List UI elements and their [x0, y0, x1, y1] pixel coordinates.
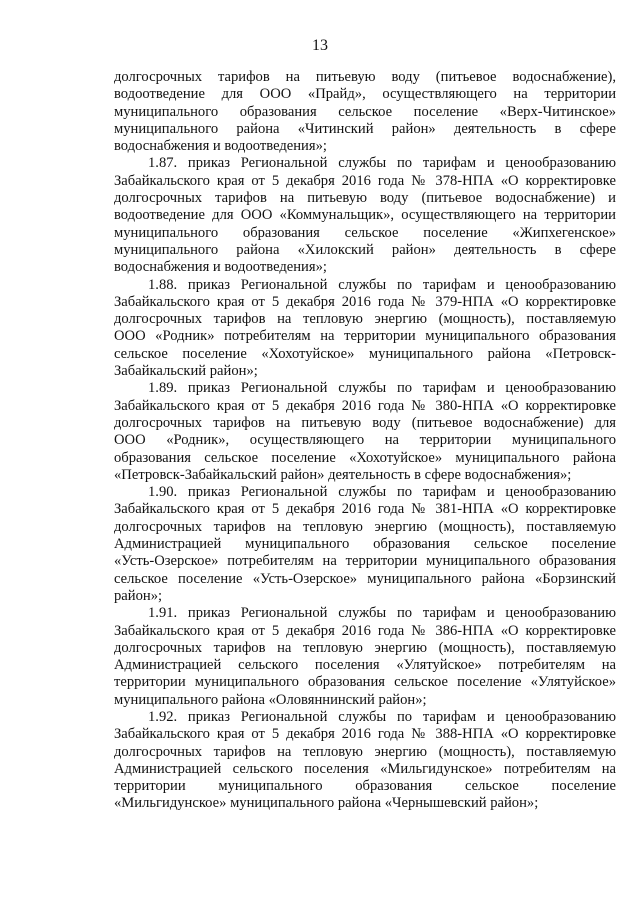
- text-line: территории муниципального образования сельское поселение: [114, 778, 616, 795]
- paragraph-item-1-87: [114, 155, 616, 276]
- text-line: «Мильгидунское» муниципального района «Чернышевский район»;: [114, 795, 539, 812]
- text-line: район»;: [114, 587, 163, 604]
- text-line: Забайкальского края от 5 декабря 2016 года № 386-НПА «О корректировке: [114, 622, 616, 639]
- paragraph-item-1-90: [114, 484, 616, 605]
- paragraph-continuation: [114, 69, 616, 155]
- text-line: ООО «Родник» потребителям на территории муниципального образования: [114, 328, 616, 345]
- text-line: долгосрочных тарифов на тепловую энергию (мощность), поставляемую: [114, 518, 616, 535]
- text-line: «Петровск-Забайкальский район» деятельность в сфере водоснабжения»;: [114, 466, 572, 483]
- text-line: сельское поселение «Усть-Озерское» муниципального района «Борзинский: [114, 570, 616, 587]
- text-line: Забайкальский район»;: [114, 363, 258, 380]
- text-line: Забайкальского края от 5 декабря 2016 года № 380-НПА «О корректировке: [114, 397, 616, 414]
- text-line: долгосрочных тарифов на тепловую энергию (мощность), поставляемую: [114, 639, 616, 656]
- text-line: долгосрочных тарифов на тепловую энергию (мощность), поставляемую: [114, 311, 616, 328]
- paragraph-item-1-91: [114, 605, 616, 709]
- text-line: образования сельское поселение «Хохотуйское» муниципального района: [114, 449, 616, 466]
- document-body: [114, 69, 616, 813]
- text-line: Администрацией сельского поселения «Улятуйское» потребителям на: [114, 657, 616, 674]
- paragraph-item-1-88: [114, 277, 616, 381]
- text-line: «Усть-Озерское» потребителям на территории муниципального образования: [114, 553, 616, 570]
- text-line: Забайкальского края от 5 декабря 2016 года № 379-НПА «О корректировке: [114, 293, 616, 310]
- text-line: 1.92. приказ Региональной службы по тарифам и ценообразованию: [148, 708, 616, 725]
- page-number: 13: [312, 37, 328, 54]
- text-line: водоснабжения и водоотведения»;: [114, 138, 327, 155]
- text-line: водоотведение для ООО «Прайд», осуществляющего на территории: [114, 86, 616, 103]
- text-line: 1.88. приказ Региональной службы по тарифам и ценообразованию: [148, 276, 616, 293]
- paragraph-item-1-92: [114, 709, 616, 813]
- text-line: долгосрочных тарифов на питьевую воду (питьевое водоснабжение) для: [114, 414, 616, 431]
- text-line: муниципального образования сельское поселение «Верх-Читинское»: [114, 103, 616, 120]
- text-line: 1.90. приказ Региональной службы по тарифам и ценообразованию: [148, 484, 616, 501]
- text-line: 1.91. приказ Региональной службы по тарифам и ценообразованию: [148, 605, 616, 622]
- text-line: долгосрочных тарифов на тепловую энергию (мощность), поставляемую: [114, 743, 616, 760]
- text-line: территории муниципального образования сельское поселение «Улятуйское»: [114, 674, 616, 691]
- text-line: муниципального района «Читинский район» деятельность в сфере: [114, 120, 616, 137]
- text-line: 1.87. приказ Региональной службы по тарифам и ценообразованию: [148, 155, 616, 172]
- text-line: Забайкальского края от 5 декабря 2016 года № 378-НПА «О корректировке: [114, 172, 616, 189]
- text-line: Администрацией сельского поселения «Мильгидунское» потребителям на: [114, 760, 616, 777]
- paragraph-item-1-89: [114, 380, 616, 484]
- text-line: долгосрочных тарифов на питьевую воду (питьевое водоснабжение),: [114, 69, 616, 85]
- text-line: долгосрочных тарифов на питьевую воду (питьевое водоснабжение) и: [114, 190, 616, 207]
- text-line: муниципального образования сельское поселение «Жипхегенское»: [114, 224, 616, 241]
- text-line: 1.89. приказ Региональной службы по тарифам и ценообразованию: [148, 380, 616, 397]
- text-line: Забайкальского края от 5 декабря 2016 года № 388-НПА «О корректировке: [114, 726, 616, 743]
- text-line: муниципального района «Оловяннинский район»;: [114, 691, 427, 708]
- text-line: ООО «Родник», осуществляющего на территории муниципального: [114, 432, 616, 449]
- text-line: Администрацией муниципального образования сельское поселение: [114, 536, 616, 553]
- text-line: сельское поселение «Хохотуйское» муниципального района «Петровск-: [114, 345, 616, 362]
- text-line: муниципального района «Хилокский район» деятельность в сфере: [114, 241, 616, 258]
- text-line: Забайкальского края от 5 декабря 2016 года № 381-НПА «О корректировке: [114, 501, 616, 518]
- text-line: водоотведение для ООО «Коммунальщик», осуществляющего на территории: [114, 207, 616, 224]
- text-line: водоснабжения и водоотведения»;: [114, 259, 327, 276]
